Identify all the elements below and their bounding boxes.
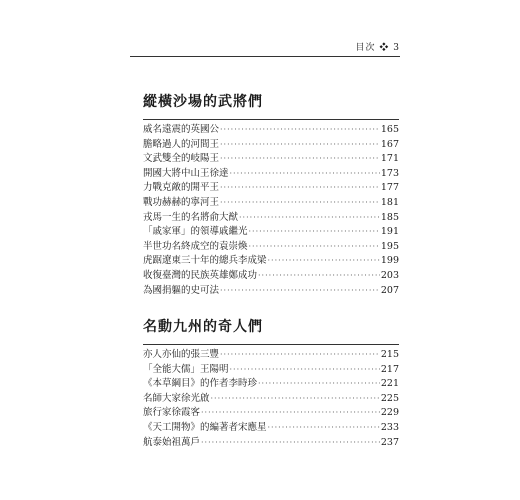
section-title: 名動九州的奇人們	[143, 319, 263, 335]
dot-leader	[220, 348, 380, 363]
toc-entry	[143, 254, 399, 269]
running-head: 目次 ❖ 3	[355, 43, 400, 53]
toc-entry	[143, 392, 399, 407]
toc-entry-title: 「戚家軍」的領導戚繼光	[143, 226, 248, 238]
toc-entry-title: 膽略過人的河間王	[143, 138, 220, 150]
toc-entry-title: 《天工開物》的編著者宋應星	[143, 421, 267, 433]
dot-leader	[268, 254, 380, 269]
dot-leader	[220, 138, 380, 153]
toc-entry-title: 文武雙全的岐陽王	[143, 153, 220, 165]
toc-entry-title: 威名遠震的英國公	[143, 124, 220, 135]
toc-entry	[143, 196, 399, 211]
toc-entry-page: 177	[380, 182, 399, 194]
toc-entry-title: 航泰始祖萬戶	[143, 436, 201, 448]
dot-leader	[230, 363, 380, 378]
dot-leader	[201, 436, 380, 451]
toc-entry	[143, 377, 399, 392]
page-header	[130, 42, 400, 57]
toc-entry-title: 戎馬一生的名將俞大猷	[143, 211, 239, 223]
dot-leader	[201, 406, 380, 421]
toc-entry-page: 171	[380, 153, 399, 165]
toc-entry-page: 215	[380, 349, 399, 360]
toc-entry-title: 力戰克敵的開平王	[143, 182, 220, 194]
toc-entry-page: 237	[380, 436, 399, 448]
dot-leader	[220, 196, 380, 211]
toc-entry-page: 195	[380, 240, 399, 252]
toc-entry-page: 185	[380, 211, 399, 223]
dot-leader	[268, 421, 380, 436]
toc-list	[143, 123, 399, 298]
toc-entry	[143, 406, 399, 421]
dot-leader	[249, 240, 380, 255]
toc-entry-page: 221	[380, 378, 399, 390]
toc-entry-title: 為國捐軀的史可法	[143, 284, 220, 296]
dot-leader	[220, 181, 380, 196]
toc-entry	[143, 211, 399, 226]
dot-leader	[220, 152, 380, 167]
dot-leader	[239, 211, 380, 226]
toc-section-notables	[143, 318, 399, 450]
dot-leader	[258, 269, 380, 284]
toc-entry-page: 181	[380, 196, 399, 208]
toc-entry	[143, 138, 399, 153]
toc-entry-title: 「全能大儒」王陽明	[143, 363, 229, 375]
toc-entry-title: 收復臺灣的民族英雄鄭成功	[143, 269, 258, 281]
toc-entry	[143, 269, 399, 284]
section-divider	[143, 119, 399, 120]
toc-entry-page: 233	[380, 421, 399, 433]
section-title: 縱橫沙場的武將們	[143, 94, 263, 110]
dot-leader	[230, 167, 380, 182]
toc-entry-page: 229	[380, 407, 399, 419]
dot-leader	[220, 123, 380, 138]
toc-entry	[143, 363, 399, 378]
toc-entry	[143, 436, 399, 451]
toc-list	[143, 348, 399, 450]
toc-entry-page: 191	[380, 226, 399, 238]
toc-entry-title: 虎踞遼東三十年的總兵李成梁	[143, 255, 267, 267]
toc-section-generals	[143, 93, 399, 298]
toc-entry-title: 名師大家徐光啟	[143, 392, 210, 404]
toc-entry	[143, 421, 399, 436]
toc-entry-page: 207	[380, 284, 399, 296]
toc-entry-page: 173	[380, 167, 399, 179]
section-divider	[143, 344, 399, 345]
toc-entry	[143, 284, 399, 299]
toc-entry	[143, 225, 399, 240]
toc-entry-page: 199	[380, 255, 399, 267]
toc-entry-title: 開國大將中山王徐達	[143, 167, 229, 179]
toc-entry-title: 戰功赫赫的寧河王	[143, 196, 220, 208]
dot-leader	[220, 284, 380, 299]
toc-entry-title: 旅行家徐霞客	[143, 407, 201, 419]
toc-entry	[143, 240, 399, 255]
toc-entry-page: 217	[380, 363, 399, 375]
dot-leader	[249, 225, 380, 240]
toc-entry-title: 亦人亦仙的張三豐	[143, 349, 220, 360]
toc-entry	[143, 167, 399, 182]
toc-entry-page: 165	[380, 124, 399, 135]
toc-entry	[143, 181, 399, 196]
toc-entry	[143, 348, 399, 363]
toc-entry-page: 225	[380, 392, 399, 404]
toc-entry-title: 半世功名終成空的袁崇煥	[143, 240, 248, 252]
dot-leader	[258, 377, 380, 392]
toc-entry	[143, 152, 399, 167]
toc-entry	[143, 123, 399, 138]
toc-entry-title: 《本草綱目》的作者李時珍	[143, 378, 258, 390]
dot-leader	[211, 392, 380, 407]
toc-entry-page: 167	[380, 138, 399, 150]
toc-entry-page: 203	[380, 269, 399, 281]
